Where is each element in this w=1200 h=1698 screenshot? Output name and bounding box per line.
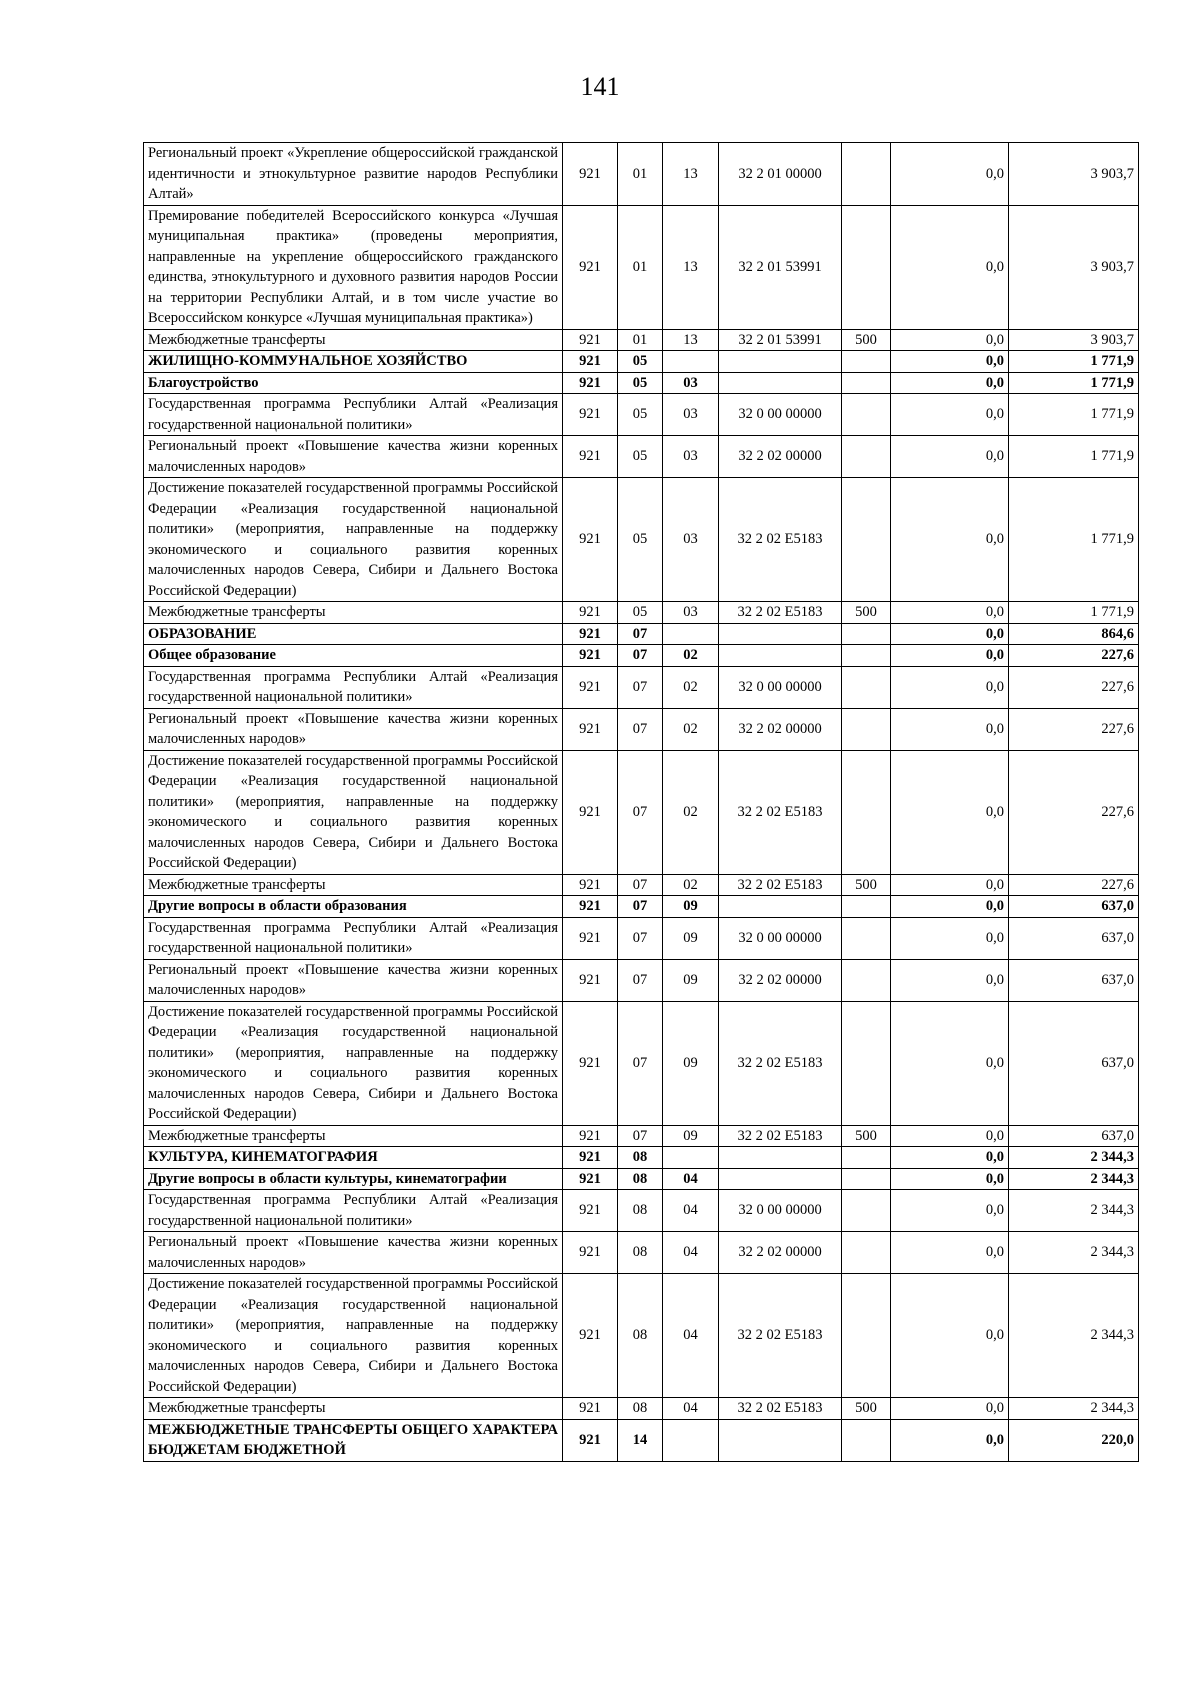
row-name-cell: Государственная программа Республики Алтай «Реализация государственной национальной политики»	[144, 394, 563, 436]
subsection-cell: 04	[663, 1232, 719, 1274]
target-article-cell: 32 2 02 E5183	[719, 1274, 842, 1398]
amount-2-cell: 637,0	[1009, 959, 1139, 1001]
subsection-cell: 03	[663, 394, 719, 436]
table-row	[144, 1125, 1139, 1147]
section-cell: 07	[618, 917, 663, 959]
amount-2-cell: 227,6	[1009, 750, 1139, 874]
expense-type-cell	[842, 143, 891, 206]
expense-type-cell	[842, 645, 891, 667]
grbs-cell: 921	[563, 602, 618, 624]
row-name-cell: КУЛЬТУРА, КИНЕМАТОГРАФИЯ	[144, 1147, 563, 1169]
subsection-cell: 03	[663, 372, 719, 394]
table-row	[144, 329, 1139, 351]
target-article-cell: 32 2 02 E5183	[719, 1125, 842, 1147]
table-row	[144, 436, 1139, 478]
grbs-cell: 921	[563, 896, 618, 918]
row-name-cell: Региональный проект «Повышение качества жизни коренных малочисленных народов»	[144, 436, 563, 478]
expense-type-cell	[842, 959, 891, 1001]
row-name-cell: Другие вопросы в области образования	[144, 896, 563, 918]
expense-type-cell: 500	[842, 1125, 891, 1147]
grbs-cell: 921	[563, 1398, 618, 1420]
subsection-cell	[663, 351, 719, 373]
row-name-cell: Государственная программа Республики Алтай «Реализация государственной национальной политики»	[144, 917, 563, 959]
row-name-cell: Государственная программа Республики Алтай «Реализация государственной национальной политики»	[144, 1190, 563, 1232]
table-row	[144, 372, 1139, 394]
row-name-cell: ЖИЛИЩНО-КОММУНАЛЬНОЕ ХОЗЯЙСТВО	[144, 351, 563, 373]
section-cell: 08	[618, 1147, 663, 1169]
subsection-cell: 09	[663, 1001, 719, 1125]
amount-1-cell: 0,0	[891, 1168, 1009, 1190]
row-name-cell: МЕЖБЮДЖЕТНЫЕ ТРАНСФЕРТЫ ОБЩЕГО ХАРАКТЕРА БЮДЖЕТАМ БЮДЖЕТНОЙ	[144, 1419, 563, 1461]
grbs-cell: 921	[563, 874, 618, 896]
amount-2-cell: 637,0	[1009, 917, 1139, 959]
amount-1-cell: 0,0	[891, 623, 1009, 645]
section-cell: 07	[618, 623, 663, 645]
expense-type-cell	[842, 1147, 891, 1169]
section-cell: 05	[618, 372, 663, 394]
target-article-cell	[719, 1147, 842, 1169]
section-cell: 01	[618, 329, 663, 351]
grbs-cell: 921	[563, 478, 618, 602]
row-name-cell: Региональный проект «Повышение качества жизни коренных малочисленных народов»	[144, 708, 563, 750]
table-row	[144, 959, 1139, 1001]
table-row	[144, 351, 1139, 373]
row-name-cell: Премирование победителей Всероссийского конкурса «Лучшая муниципальная практика» (проведены мероприятия, направленные на укрепление общероссийского гражданского единства, этнокультурного и духовного развития народов России на территории Республики Алтай, и в том числе участие во Всероссийском конкурсе «Лучшая муниципальная практика»)	[144, 205, 563, 329]
row-name-cell: Достижение показателей государственной программы Российской Федерации «Реализация государственной национальной политики» (мероприятия, направленные на поддержку экономического и социального развития коренных малочисленных народов Севера, Сибири и Дальнего Востока Российской Федерации)	[144, 1001, 563, 1125]
expense-type-cell	[842, 708, 891, 750]
subsection-cell: 04	[663, 1168, 719, 1190]
subsection-cell: 09	[663, 896, 719, 918]
grbs-cell: 921	[563, 1190, 618, 1232]
amount-1-cell: 0,0	[891, 1419, 1009, 1461]
grbs-cell: 921	[563, 143, 618, 206]
table-row	[144, 666, 1139, 708]
row-name-cell: Государственная программа Республики Алтай «Реализация государственной национальной политики»	[144, 666, 563, 708]
target-article-cell: 32 2 02 E5183	[719, 478, 842, 602]
expense-type-cell	[842, 1419, 891, 1461]
subsection-cell: 02	[663, 645, 719, 667]
amount-2-cell: 227,6	[1009, 666, 1139, 708]
amount-2-cell: 227,6	[1009, 874, 1139, 896]
grbs-cell: 921	[563, 1125, 618, 1147]
subsection-cell	[663, 1147, 719, 1169]
target-article-cell: 32 0 00 00000	[719, 917, 842, 959]
target-article-cell	[719, 372, 842, 394]
row-name-cell: Достижение показателей государственной программы Российской Федерации «Реализация государственной национальной политики» (мероприятия, направленные на поддержку экономического и социального развития коренных малочисленных народов Севера, Сибири и Дальнего Востока Российской Федерации)	[144, 750, 563, 874]
section-cell: 08	[618, 1190, 663, 1232]
expense-type-cell: 500	[842, 329, 891, 351]
amount-2-cell: 1 771,9	[1009, 436, 1139, 478]
row-name-cell: Достижение показателей государственной программы Российской Федерации «Реализация государственной национальной политики» (мероприятия, направленные на поддержку экономического и социального развития коренных малочисленных народов Севера, Сибири и Дальнего Востока Российской Федерации)	[144, 478, 563, 602]
expense-type-cell	[842, 1168, 891, 1190]
amount-2-cell: 1 771,9	[1009, 478, 1139, 602]
row-name-cell: Общее образование	[144, 645, 563, 667]
table-row	[144, 917, 1139, 959]
target-article-cell: 32 2 02 E5183	[719, 602, 842, 624]
amount-1-cell: 0,0	[891, 1398, 1009, 1420]
target-article-cell: 32 2 01 53991	[719, 329, 842, 351]
table-row	[144, 1419, 1139, 1461]
grbs-cell: 921	[563, 372, 618, 394]
amount-1-cell: 0,0	[891, 874, 1009, 896]
expense-type-cell	[842, 372, 891, 394]
section-cell: 07	[618, 896, 663, 918]
subsection-cell: 13	[663, 329, 719, 351]
table-row	[144, 896, 1139, 918]
subsection-cell: 13	[663, 143, 719, 206]
amount-1-cell: 0,0	[891, 205, 1009, 329]
section-cell: 01	[618, 143, 663, 206]
amount-2-cell: 637,0	[1009, 896, 1139, 918]
amount-1-cell: 0,0	[891, 602, 1009, 624]
grbs-cell: 921	[563, 666, 618, 708]
amount-1-cell: 0,0	[891, 1125, 1009, 1147]
amount-1-cell: 0,0	[891, 896, 1009, 918]
row-name-cell: Межбюджетные трансферты	[144, 1398, 563, 1420]
target-article-cell	[719, 623, 842, 645]
subsection-cell	[663, 1419, 719, 1461]
table-row	[144, 1398, 1139, 1420]
row-name-cell: Межбюджетные трансферты	[144, 874, 563, 896]
table-row	[144, 143, 1139, 206]
expense-type-cell: 500	[842, 874, 891, 896]
table-row	[144, 205, 1139, 329]
table-row	[144, 602, 1139, 624]
table-row	[144, 394, 1139, 436]
grbs-cell: 921	[563, 917, 618, 959]
subsection-cell: 02	[663, 708, 719, 750]
grbs-cell: 921	[563, 1147, 618, 1169]
table-row	[144, 623, 1139, 645]
amount-1-cell: 0,0	[891, 1147, 1009, 1169]
row-name-cell: Региональный проект «Повышение качества жизни коренных малочисленных народов»	[144, 959, 563, 1001]
target-article-cell: 32 2 02 00000	[719, 436, 842, 478]
section-cell: 07	[618, 666, 663, 708]
section-cell: 07	[618, 708, 663, 750]
expense-type-cell	[842, 1232, 891, 1274]
amount-2-cell: 2 344,3	[1009, 1398, 1139, 1420]
grbs-cell: 921	[563, 1168, 618, 1190]
amount-2-cell: 1 771,9	[1009, 351, 1139, 373]
subsection-cell: 09	[663, 959, 719, 1001]
amount-1-cell: 0,0	[891, 708, 1009, 750]
subsection-cell: 02	[663, 666, 719, 708]
row-name-cell: Другие вопросы в области культуры, кинематографии	[144, 1168, 563, 1190]
expense-type-cell	[842, 917, 891, 959]
expense-type-cell	[842, 1001, 891, 1125]
grbs-cell: 921	[563, 750, 618, 874]
amount-1-cell: 0,0	[891, 645, 1009, 667]
expense-type-cell	[842, 1190, 891, 1232]
amount-2-cell: 2 344,3	[1009, 1232, 1139, 1274]
row-name-cell: ОБРАЗОВАНИЕ	[144, 623, 563, 645]
section-cell: 05	[618, 436, 663, 478]
expense-type-cell	[842, 478, 891, 602]
amount-2-cell: 227,6	[1009, 708, 1139, 750]
expense-type-cell	[842, 750, 891, 874]
target-article-cell: 32 2 01 00000	[719, 143, 842, 206]
amount-2-cell: 3 903,7	[1009, 205, 1139, 329]
table-row	[144, 1001, 1139, 1125]
table-row	[144, 750, 1139, 874]
amount-1-cell: 0,0	[891, 143, 1009, 206]
amount-2-cell: 864,6	[1009, 623, 1139, 645]
expense-type-cell: 500	[842, 602, 891, 624]
amount-1-cell: 0,0	[891, 1001, 1009, 1125]
table-body	[144, 143, 1139, 1462]
section-cell: 08	[618, 1232, 663, 1274]
subsection-cell: 13	[663, 205, 719, 329]
target-article-cell: 32 2 02 00000	[719, 959, 842, 1001]
subsection-cell: 03	[663, 478, 719, 602]
amount-1-cell: 0,0	[891, 351, 1009, 373]
target-article-cell	[719, 645, 842, 667]
amount-2-cell: 2 344,3	[1009, 1168, 1139, 1190]
subsection-cell: 02	[663, 874, 719, 896]
grbs-cell: 921	[563, 1274, 618, 1398]
target-article-cell: 32 2 02 00000	[719, 1232, 842, 1274]
section-cell: 07	[618, 874, 663, 896]
expense-type-cell	[842, 394, 891, 436]
amount-2-cell: 2 344,3	[1009, 1147, 1139, 1169]
budget-table	[143, 142, 1139, 1462]
amount-1-cell: 0,0	[891, 750, 1009, 874]
amount-2-cell: 3 903,7	[1009, 143, 1139, 206]
target-article-cell	[719, 896, 842, 918]
amount-1-cell: 0,0	[891, 372, 1009, 394]
subsection-cell	[663, 623, 719, 645]
amount-1-cell: 0,0	[891, 959, 1009, 1001]
row-name-cell: Межбюджетные трансферты	[144, 1125, 563, 1147]
row-name-cell: Региональный проект «Повышение качества жизни коренных малочисленных народов»	[144, 1232, 563, 1274]
section-cell: 07	[618, 959, 663, 1001]
section-cell: 05	[618, 478, 663, 602]
expense-type-cell: 500	[842, 1398, 891, 1420]
grbs-cell: 921	[563, 623, 618, 645]
row-name-cell: Региональный проект «Укрепление общероссийской гражданской идентичности и этнокультурное развитие народов Республики Алтай»	[144, 143, 563, 206]
grbs-cell: 921	[563, 708, 618, 750]
target-article-cell: 32 2 02 E5183	[719, 1398, 842, 1420]
expense-type-cell	[842, 205, 891, 329]
grbs-cell: 921	[563, 329, 618, 351]
expense-type-cell	[842, 666, 891, 708]
subsection-cell: 04	[663, 1190, 719, 1232]
amount-1-cell: 0,0	[891, 329, 1009, 351]
section-cell: 07	[618, 1001, 663, 1125]
section-cell: 14	[618, 1419, 663, 1461]
expense-type-cell	[842, 351, 891, 373]
table-row	[144, 1168, 1139, 1190]
amount-1-cell: 0,0	[891, 436, 1009, 478]
amount-2-cell: 2 344,3	[1009, 1190, 1139, 1232]
expense-type-cell	[842, 1274, 891, 1398]
table-row	[144, 645, 1139, 667]
subsection-cell: 04	[663, 1274, 719, 1398]
amount-2-cell: 3 903,7	[1009, 329, 1139, 351]
target-article-cell: 32 0 00 00000	[719, 1190, 842, 1232]
subsection-cell: 03	[663, 436, 719, 478]
amount-2-cell: 2 344,3	[1009, 1274, 1139, 1398]
section-cell: 08	[618, 1274, 663, 1398]
expense-type-cell	[842, 623, 891, 645]
grbs-cell: 921	[563, 205, 618, 329]
table-row	[144, 1190, 1139, 1232]
subsection-cell: 04	[663, 1398, 719, 1420]
target-article-cell: 32 2 02 E5183	[719, 1001, 842, 1125]
amount-2-cell: 227,6	[1009, 645, 1139, 667]
amount-1-cell: 0,0	[891, 1274, 1009, 1398]
row-name-cell: Межбюджетные трансферты	[144, 602, 563, 624]
target-article-cell: 32 2 02 E5183	[719, 750, 842, 874]
row-name-cell: Достижение показателей государственной программы Российской Федерации «Реализация государственной национальной политики» (мероприятия, направленные на поддержку экономического и социального развития коренных малочисленных народов Севера, Сибири и Дальнего Востока Российской Федерации)	[144, 1274, 563, 1398]
subsection-cell: 02	[663, 750, 719, 874]
amount-1-cell: 0,0	[891, 1190, 1009, 1232]
target-article-cell	[719, 1168, 842, 1190]
subsection-cell: 03	[663, 602, 719, 624]
amount-2-cell: 1 771,9	[1009, 394, 1139, 436]
grbs-cell: 921	[563, 1001, 618, 1125]
amount-1-cell: 0,0	[891, 666, 1009, 708]
amount-2-cell: 220,0	[1009, 1419, 1139, 1461]
expense-type-cell	[842, 896, 891, 918]
row-name-cell: Межбюджетные трансферты	[144, 329, 563, 351]
table-row	[144, 1274, 1139, 1398]
grbs-cell: 921	[563, 351, 618, 373]
amount-1-cell: 0,0	[891, 394, 1009, 436]
table-row	[144, 708, 1139, 750]
target-article-cell: 32 0 00 00000	[719, 666, 842, 708]
section-cell: 07	[618, 645, 663, 667]
amount-2-cell: 1 771,9	[1009, 372, 1139, 394]
section-cell: 07	[618, 1125, 663, 1147]
section-cell: 08	[618, 1398, 663, 1420]
target-article-cell: 32 2 02 00000	[719, 708, 842, 750]
grbs-cell: 921	[563, 436, 618, 478]
target-article-cell: 32 2 01 53991	[719, 205, 842, 329]
row-name-cell: Благоустройство	[144, 372, 563, 394]
table-row	[144, 1232, 1139, 1274]
grbs-cell: 921	[563, 1419, 618, 1461]
subsection-cell: 09	[663, 1125, 719, 1147]
table-row	[144, 478, 1139, 602]
amount-1-cell: 0,0	[891, 1232, 1009, 1274]
amount-2-cell: 1 771,9	[1009, 602, 1139, 624]
section-cell: 01	[618, 205, 663, 329]
section-cell: 05	[618, 351, 663, 373]
target-article-cell: 32 2 02 E5183	[719, 874, 842, 896]
grbs-cell: 921	[563, 1232, 618, 1274]
target-article-cell	[719, 351, 842, 373]
section-cell: 05	[618, 394, 663, 436]
page-number: 141	[580, 72, 620, 101]
amount-2-cell: 637,0	[1009, 1001, 1139, 1125]
expense-type-cell	[842, 436, 891, 478]
grbs-cell: 921	[563, 959, 618, 1001]
table-row	[144, 874, 1139, 896]
grbs-cell: 921	[563, 394, 618, 436]
amount-1-cell: 0,0	[891, 478, 1009, 602]
section-cell: 08	[618, 1168, 663, 1190]
section-cell: 05	[618, 602, 663, 624]
amount-1-cell: 0,0	[891, 917, 1009, 959]
amount-2-cell: 637,0	[1009, 1125, 1139, 1147]
table-row	[144, 1147, 1139, 1169]
target-article-cell: 32 0 00 00000	[719, 394, 842, 436]
section-cell: 07	[618, 750, 663, 874]
subsection-cell: 09	[663, 917, 719, 959]
target-article-cell	[719, 1419, 842, 1461]
grbs-cell: 921	[563, 645, 618, 667]
